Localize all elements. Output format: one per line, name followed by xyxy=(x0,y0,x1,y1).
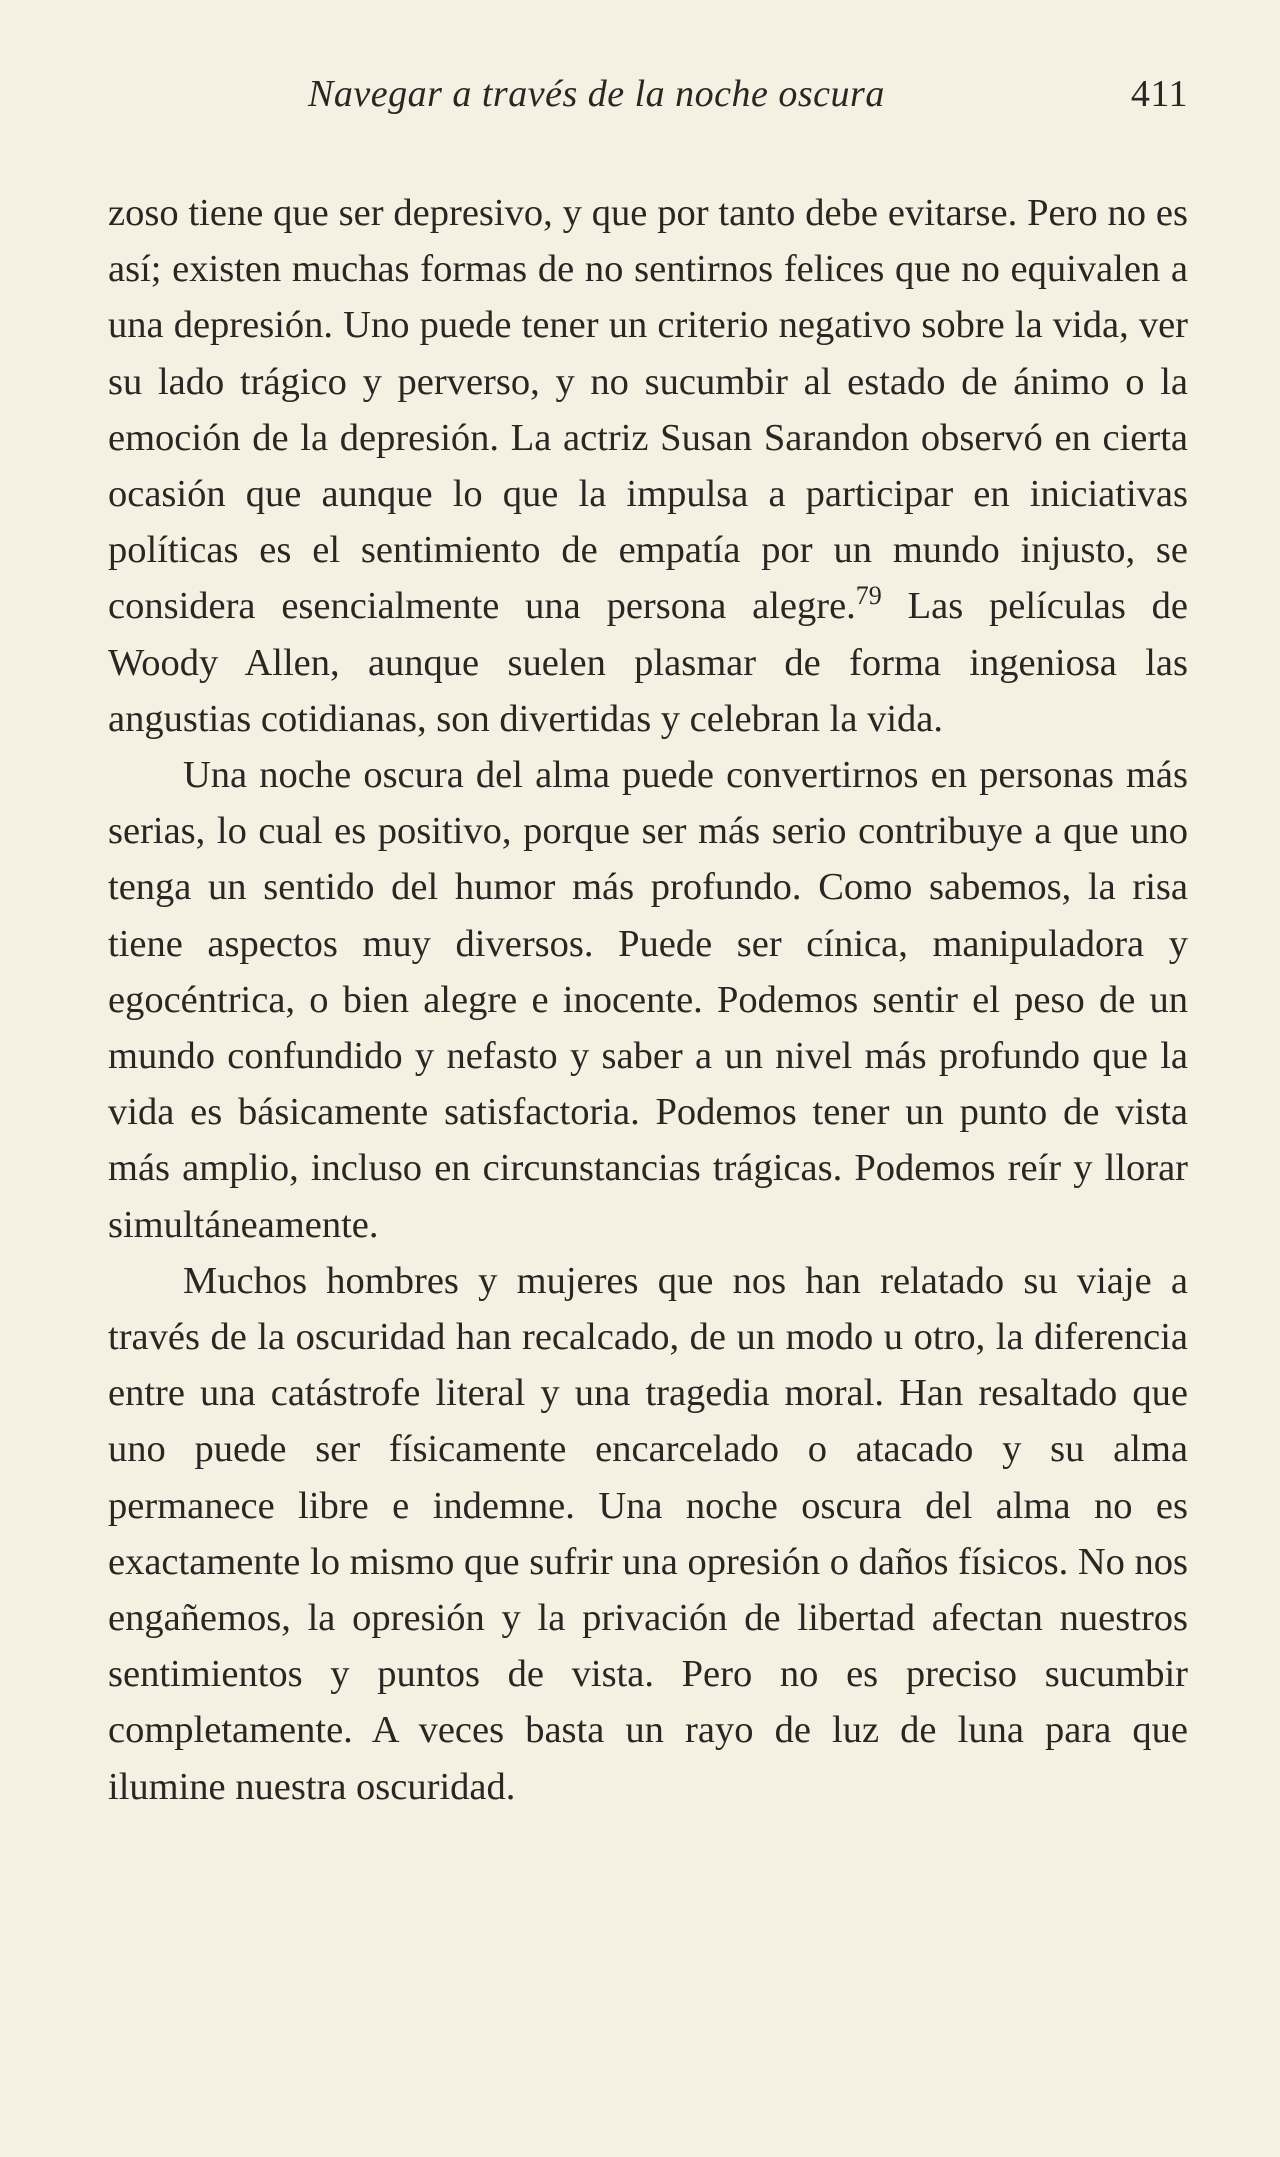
running-head xyxy=(108,72,1188,122)
paragraph-1-continuation: Las películas de Woody Allen, aunque suelen plasmar de forma ingeniosa las angustias cotidianas, son divertidas y celebran la vida. xyxy=(108,585,1188,740)
paragraph-2: Una noche oscura del alma puede convertirnos en personas más serias, lo cual es positivo, porque ser más serio contribuye a que uno tenga un sentido del humor más profundo. Como sabemos, la risa tiene aspectos muy diversos. Puede ser cínica, manipuladora y egocéntrica, o bien alegre e inocente. Podemos sentir el peso de un mundo confundido y nefasto y saber a un nivel más profundo que la vida es básicamente satisfactoria. Podemos tener un punto de vista más amplio, incluso en circunstancias trágicas. Podemos reír y llorar simultáneamente. xyxy=(108,754,1188,1246)
body-text xyxy=(108,185,1188,1815)
paragraph-3: Muchos hombres y mujeres que nos han relatado su viaje a través de la oscuridad han recalcado, de un modo u otro, la diferencia entre una catástrofe literal y una tragedia moral. Han resaltado que uno puede ser físicamente encarcelado o atacado y su alma permanece libre e indemne. Una noche oscura del alma no es exactamente lo mismo que sufrir una opresión o daños físicos. No nos engañemos, la opresión y la privación de libertad afectan nuestros sentimientos y puntos de vista. Pero no es preciso sucumbir completamente. A veces basta un rayo de luz de luna para que ilumine nuestra oscuridad. xyxy=(108,1259,1188,1808)
paragraph-1-text: zoso tiene que ser depresivo, y que por tanto debe evitarse. Pero no es así; existen muchas formas de no sentirnos felices que no equivalen a una depresión. Uno puede tener un criterio negativo sobre la vida, ver su lado trágico y perverso, y no sucumbir al estado de ánimo o la emoción de la depresión. La actriz Susan Sarandon observó en cierta ocasión que aunque lo que la impulsa a participar en iniciativas políticas es el sentimiento de empatía por un mundo injusto, se considera esencialmente una persona alegre. xyxy=(108,192,1188,628)
footnote-reference: 79 xyxy=(855,581,882,611)
page-number: 411 xyxy=(1130,73,1188,115)
running-title: Navegar a través de la noche oscura xyxy=(308,73,885,115)
paragraph-1 xyxy=(108,185,1188,747)
